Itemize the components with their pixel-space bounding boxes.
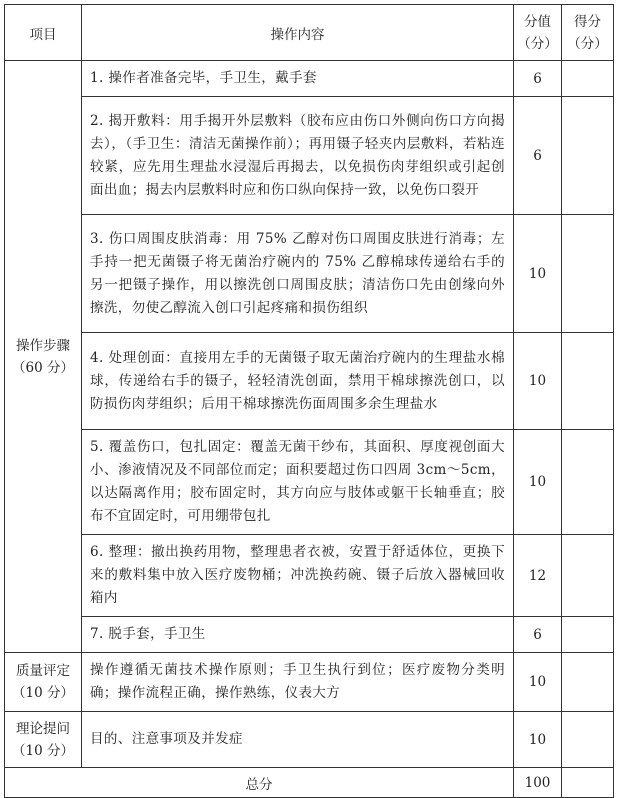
step-5-text: 5. 覆盖伤口，包扎固定：覆盖无菌干纱布，其面积、厚度视创面大小、渗液情况及不同部位而定；面积要超过伤口四周 3cm～5cm，以达隔离作用；胶布固定时，其方向应与肢体或躯干长轴垂直；胶布不宜固定时，可用绷带包扎 bbox=[82, 430, 514, 535]
header-score bbox=[514, 5, 562, 61]
category-steps bbox=[5, 61, 82, 653]
category-theory-line1: 理论提问 bbox=[16, 720, 70, 737]
quality-got[interactable] bbox=[562, 653, 614, 712]
step-2-text: 2. 揭开敷料：用手揭开外层敷料（胶布应由伤口外侧向伤口方向揭去），（手卫生：清洁无菌操作前）；再用镊子轻夹内层敷料，若粘连较紧，应先用生理盐水浸湿后再揭去，以免损伤肉芽组织或引起创面出血；揭去内层敷料时应和伤口纵向保持一致，以免伤口裂开 bbox=[82, 97, 514, 215]
table-row bbox=[5, 97, 614, 215]
table-row bbox=[5, 712, 614, 768]
total-got[interactable] bbox=[562, 768, 614, 798]
step-2-got[interactable] bbox=[562, 97, 614, 215]
step-4-got[interactable] bbox=[562, 333, 614, 430]
category-quality bbox=[5, 653, 82, 712]
step-6-text: 6. 整理：撤出换药用物，整理患者衣被，安置于舒适体位，更换下来的敷料集中放入医疗废物桶；冲洗换药碗、镊子后放入器械回收箱内 bbox=[82, 535, 514, 617]
header-got bbox=[562, 5, 614, 61]
category-steps-line1: 操作步骤 bbox=[16, 337, 70, 354]
theory-text: 目的、注意事项及并发症 bbox=[82, 712, 514, 768]
category-theory-line2: （10 分） bbox=[12, 742, 74, 759]
total-row bbox=[5, 768, 614, 798]
step-4-score: 10 bbox=[514, 333, 562, 430]
table-row bbox=[5, 61, 614, 97]
step-1-text: 1. 操作者准备完毕，手卫生，戴手套 bbox=[82, 61, 514, 97]
category-theory bbox=[5, 712, 82, 768]
table-row bbox=[5, 653, 614, 712]
step-3-got[interactable] bbox=[562, 215, 614, 333]
step-7-text: 7. 脱手套，手卫生 bbox=[82, 617, 514, 653]
theory-got[interactable] bbox=[562, 712, 614, 768]
header-score-line2: （分） bbox=[517, 35, 558, 52]
step-5-got[interactable] bbox=[562, 430, 614, 535]
table-row bbox=[5, 333, 614, 430]
step-5-score: 10 bbox=[514, 430, 562, 535]
step-2-score: 6 bbox=[514, 97, 562, 215]
table-row bbox=[5, 535, 614, 617]
table-row bbox=[5, 215, 614, 333]
step-7-got[interactable] bbox=[562, 617, 614, 653]
total-score: 100 bbox=[514, 768, 562, 798]
step-7-score: 6 bbox=[514, 617, 562, 653]
table-row bbox=[5, 430, 614, 535]
step-1-score: 6 bbox=[514, 61, 562, 97]
step-4-text: 4. 处理创面：直接用左手的无菌镊子取无菌治疗碗内的生理盐水棉球，传递给右手的镊子，轻轻清洗创面，禁用干棉球擦洗创口，以防损伤肉芽组织；后用干棉球擦洗伤面周围多余生理盐水 bbox=[82, 333, 514, 430]
theory-score: 10 bbox=[514, 712, 562, 768]
step-1-got[interactable] bbox=[562, 61, 614, 97]
total-label: 总分 bbox=[5, 768, 514, 798]
quality-text: 操作遵循无菌技术操作原则；手卫生执行到位；医疗废物分类明确；操作流程正确，操作熟练，仪表大方 bbox=[82, 653, 514, 712]
header-got-line2: （分） bbox=[567, 35, 608, 52]
quality-score: 10 bbox=[514, 653, 562, 712]
category-quality-line2: （10 分） bbox=[12, 685, 74, 701]
step-3-score: 10 bbox=[514, 215, 562, 333]
table-row bbox=[5, 617, 614, 653]
category-quality-line1: 质量评定 bbox=[16, 663, 70, 679]
header-score-line1: 分值 bbox=[524, 13, 551, 30]
step-3-text: 3. 伤口周围皮肤消毒：用 75% 乙醇对伤口周围皮肤进行消毒；左手持一把无菌镊子将无菌治疗碗内的 75% 乙醇棉球传递给右手的另一把镊子操作，用以擦洗创口周围皮肤；清洁伤口先由创缘向外擦洗，勿使乙醇流入创口引起疼痛和损伤组织 bbox=[82, 215, 514, 333]
step-6-score: 12 bbox=[514, 535, 562, 617]
scoring-table bbox=[4, 4, 614, 798]
header-got-line1: 得分 bbox=[574, 13, 601, 30]
header-item: 项目 bbox=[5, 5, 82, 61]
step-6-got[interactable] bbox=[562, 535, 614, 617]
category-steps-line2: （60 分） bbox=[12, 359, 74, 376]
header-row bbox=[5, 5, 614, 61]
header-content: 操作内容 bbox=[82, 5, 514, 61]
